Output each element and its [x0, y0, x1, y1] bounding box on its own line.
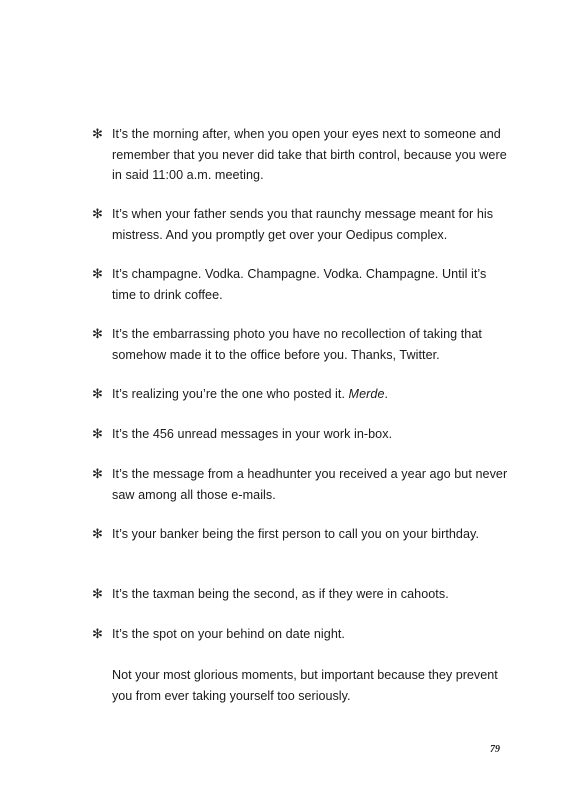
asterisk-bullet-icon: ✻ [92, 626, 103, 641]
list-item-text: It’s champagne. Vodka. Champagne. Vodka. Champagne. Until it’s time to drink coffee. [112, 267, 487, 302]
asterisk-bullet-icon: ✻ [92, 586, 103, 601]
list-item-text: It’s the taxman being the second, as if they were in cahoots. [112, 587, 449, 601]
asterisk-bullet-icon: ✻ [92, 466, 103, 481]
list-item-text: It’s when your father sends you that raunchy message meant for his mistress. And you promptly get over your Oedipus complex. [112, 207, 494, 242]
page-number: 79 [490, 744, 500, 755]
list-item-text: It’s the embarrassing photo you have no recollection of taking that somehow made it to the office before you. Thanks, Twitter. [112, 327, 482, 362]
asterisk-bullet-icon: ✻ [92, 526, 103, 541]
list-item-text: It’s your banker being the first person to call you on your birthday. [112, 527, 480, 541]
asterisk-bullet-icon: ✻ [92, 126, 103, 141]
list-item-text-before: It’s realizing you’re the one who posted it. [112, 387, 349, 401]
asterisk-bullet-icon: ✻ [92, 386, 103, 401]
asterisk-bullet-icon: ✻ [92, 426, 103, 441]
list-item-text: It’s the spot on your behind on date night. [112, 627, 345, 641]
asterisk-bullet-icon: ✻ [92, 206, 103, 221]
list-item-text: It’s the 456 unread messages in your work in-box. [112, 427, 393, 441]
asterisk-bullet-icon: ✻ [92, 266, 103, 281]
closing-paragraph: Not your most glorious moments, but important because they prevent you from ever taking yourself too seriously. [112, 668, 498, 703]
list-item-text: It’s the message from a headhunter you received a year ago but never saw among all those e-mails. [112, 467, 508, 502]
list-item-emphasis: Merde [348, 387, 385, 401]
list-item-text: It’s the morning after, when you open your eyes next to someone and remember that you never did take that birth control, because you were in said 11:00 a.m. meeting. [112, 127, 507, 182]
list-item-text [112, 384, 512, 405]
list-item-text-after: . [384, 387, 389, 401]
asterisk-bullet-icon: ✻ [92, 326, 103, 341]
